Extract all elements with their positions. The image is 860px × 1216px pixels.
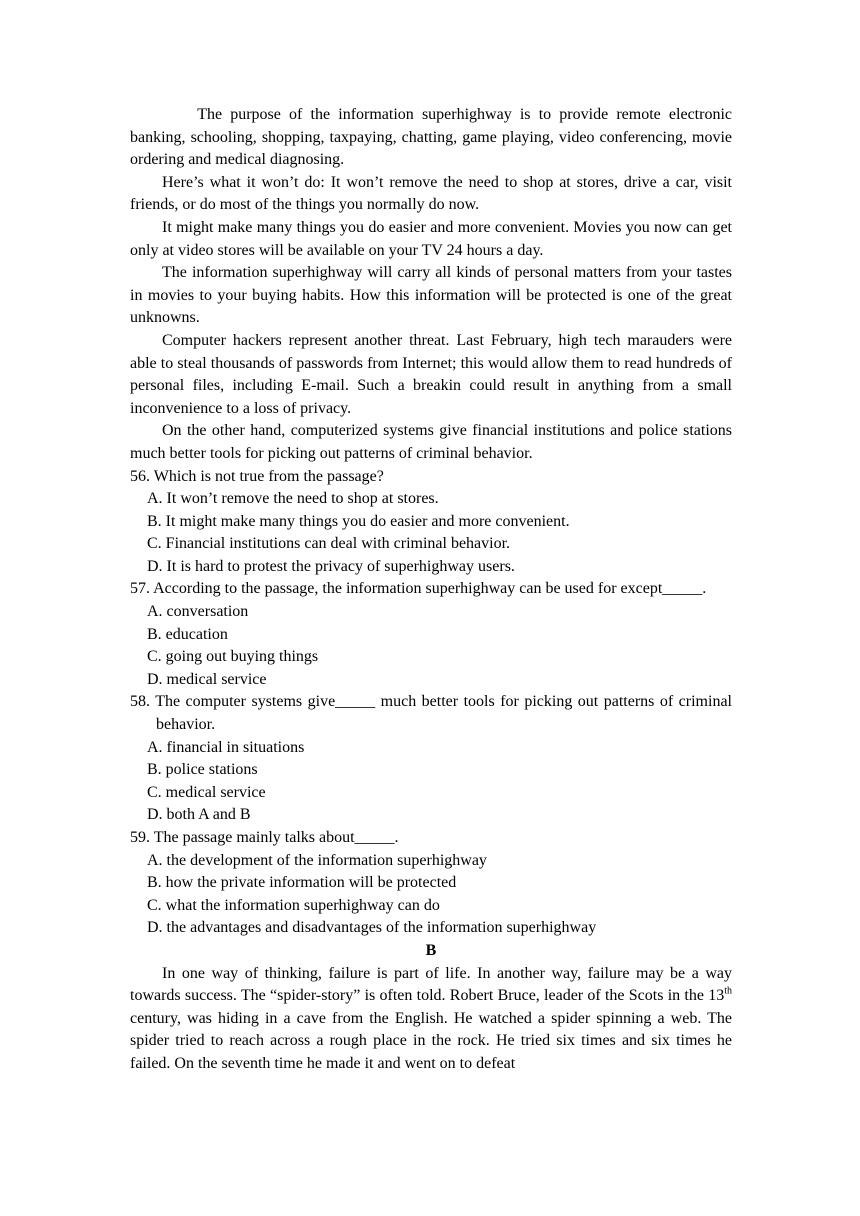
passage-a-paragraph-1: The purpose of the information superhighway is to provide remote electronic banking, schooling, shopping, taxpaying, chatting, game playing, video conferencing, movie ordering and medical diagnosing. (130, 106, 732, 169)
question-56-option-b: B. It might make many things you do easier and more convenient. (147, 512, 570, 530)
passage-b-heading: B (425, 941, 437, 959)
question-57-stem: 57. According to the passage, the information superhighway can be used for except_____. (130, 580, 707, 598)
question-57-option-a: A. conversation (147, 603, 249, 621)
question-56-option-a: A. It won’t remove the need to shop at stores. (147, 490, 439, 508)
passage-b-paragraph-1 (130, 963, 732, 1076)
question-58-option-a: A. financial in situations (147, 738, 305, 756)
question-58-stem: 58. The computer systems give_____ much better tools for picking out patterns of criminal behavior. (130, 693, 732, 734)
question-56-option-c: C. Financial institutions can deal with criminal behavior. (147, 535, 511, 553)
question-59-option-c: C. what the information superhighway can do (147, 896, 440, 914)
passage-a-paragraph-6: On the other hand, computerized systems give financial institutions and police stations much better tools for picking out patterns of criminal behavior. (130, 422, 732, 462)
passage-a-paragraph-4: The information superhighway will carry all kinds of personal matters from your tastes in movies to your buying habits. How this information will be protected is one of the great unknowns. (130, 264, 732, 327)
question-59-stem: 59. The passage mainly talks about_____. (130, 829, 399, 846)
question-59-option-d: D. the advantages and disadvantages of the information superhighway (147, 919, 597, 937)
passage-a-paragraph-5: Computer hackers represent another threat. Last February, high tech marauders were able to steal thousands of passwords from Internet; this would allow them to read hundreds of personal files, including E-mail. Such a breakin could result in anything from a small inconvenience to a loss of privacy. (130, 331, 732, 417)
question-58-option-d: D. both A and B (147, 806, 251, 824)
question-59-option-a: A. the development of the information superhighway (147, 851, 487, 869)
question-57-option-b: B. education (147, 625, 228, 643)
question-57-option-d: D. medical service (147, 670, 267, 688)
question-58-option-b: B. police stations (147, 761, 258, 779)
passage-b-text-start: In one way of thinking, failure is part of life. In another way, failure may be a way towards success. The “spider-story” is often told. Robert Bruce, leader of the Scots in the 13 (130, 964, 732, 1005)
question-59-option-b: B. how the private information will be protected (147, 874, 457, 892)
question-56-option-d: D. It is hard to protest the privacy of superhighway users. (147, 557, 515, 575)
document-page (130, 104, 732, 1076)
question-58-option-c: C. medical service (147, 783, 266, 801)
question-56-stem: 56. Which is not true from the passage? (130, 467, 384, 485)
ordinal-suffix: th (724, 985, 732, 997)
question-57-option-c: C. going out buying things (147, 648, 319, 666)
passage-a-paragraph-3: It might make many things you do easier and more convenient. Movies you now can get only at video stores will be available on your TV 24 hours a day. (130, 218, 732, 259)
passage-b-text-rest: century, was hiding in a cave from the English. He watched a spider spinning a web. The spider tried to reach across a rough place in the rock. He tried six times and six times he failed. On the seventh time he made it and went on to defeat (130, 1009, 732, 1072)
passage-a-paragraph-2: Here’s what it won’t do: It won’t remove the need to shop at stores, drive a car, visit friends, or do most of the things you normally do now. (130, 173, 732, 214)
